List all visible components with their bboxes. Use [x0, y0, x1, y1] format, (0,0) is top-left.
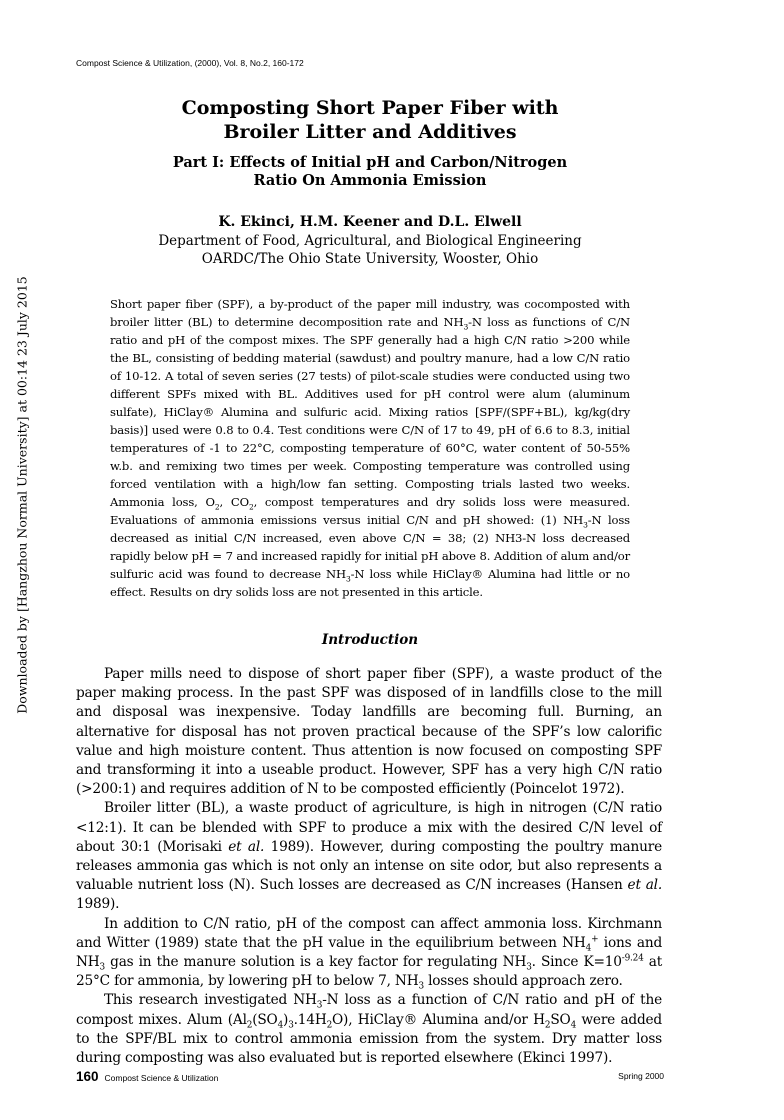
subscript: 3: [526, 962, 532, 973]
paragraph-text: This research investigated NH: [104, 992, 317, 1009]
affiliation-line-2: OARDC/The Ohio State University, Wooster, Ohio: [201, 251, 539, 267]
author-names: K. Ekinci, H.M. Keener and D.L. Elwell: [218, 214, 522, 230]
paragraph: [76, 915, 662, 992]
subscript: 2: [326, 1020, 333, 1031]
abstract-text: , CO: [219, 495, 249, 509]
article-title: [100, 96, 640, 144]
journal-citation: Compost Science & Utilization, (2000), Vol. 8, No.2, 160-172: [76, 58, 304, 68]
subscript: 2: [214, 502, 220, 512]
abstract-text: Short paper fiber (SPF), a by-product of the paper mill industry, was cocomposted with broiler litter (BL) to determine decomposition rate and NH: [110, 297, 630, 329]
paragraph-text: . Since K=10: [531, 954, 622, 971]
abstract-text: , compost temperatures and dry solids loss were measured. Evaluations of ammonia emissions versus initial C/N and pH showed: (1) NH: [110, 495, 631, 527]
footer-issue: Spring 2000: [618, 1071, 664, 1081]
subscript: 4: [570, 1020, 577, 1031]
author-affiliation: [100, 232, 640, 268]
subscript: 3: [418, 981, 424, 992]
subscript: 3: [316, 1001, 323, 1012]
paragraph-text: et al.: [228, 838, 265, 855]
paragraph-text: In addition to C/N ratio, pH of the compost can affect ammonia loss. Kirchmann and Witter (1989) state that the pH value in the equilibrium between NH: [76, 915, 662, 951]
paragraph-text: O), HiClay® Alumina and/or H: [332, 1011, 545, 1028]
footer-journal-name: Compost Science & Utilization: [104, 1073, 219, 1083]
paragraph-text: 1989). However, during composting the poultry manure releases ammonia gas which is not only an intense on site odor, but also represents a valuable nutrient loss (N). Such losses are decreased as C/N increases (Hansen: [76, 838, 662, 894]
paragraph: Paper mills need to dispose of short paper fiber (SPF), a waste product of the paper making process. In the past SPF was disposed of in landfills close to the mill and disposal was inexpensive. Today landfills are becoming full. Burning, an alternative for disposal has not proven practical because of the SPF’s low calorific value and high moisture content. Thus attention is now focused on composting SPF and transforming it into a useable product. However, SPF has a very high C/N ratio (>200:1) and requires addition of N to be composted efficiently (Poincelot 1972).: [76, 666, 662, 798]
superscript: +: [591, 934, 599, 945]
article-subtitle: [100, 154, 640, 190]
paragraph: [76, 799, 662, 914]
paragraph-text: (SO: [252, 1011, 278, 1028]
paragraph-text: Broiler litter (BL), a waste product of agriculture, is high in nitrogen (C/N ratio <12:1). It can be blended with SPF to produce a mix with the desired C/N level of about 30:1 (Morisaki: [76, 800, 662, 855]
subscript: 3: [99, 962, 105, 973]
affiliation-line-1: Department of Food, Agricultural, and Biological Engineering: [158, 233, 582, 249]
paragraph-text: -N loss as a function of C/N ratio and pH of the compost mixes. Alum (Al: [76, 992, 662, 1028]
page-footer: [76, 1068, 664, 1086]
paragraph-text: ions and NH: [76, 934, 663, 971]
subscript: 3: [463, 322, 469, 332]
subscript: 4: [585, 943, 592, 954]
abstract-text: -N loss while HiClay® Alumina had little or no effect. Results on dry solids loss are not presented in this article.: [110, 567, 630, 599]
abstract: [110, 295, 630, 601]
subtitle-line-2: Ratio On Ammonia Emission: [253, 172, 487, 189]
paragraph-text: SO: [550, 1011, 571, 1028]
subscript: 4: [277, 1020, 284, 1031]
subscript: 3: [346, 574, 351, 584]
abstract-text: -N loss as functions of C/N ratio and pH of the compost mixes. The SPF generally had a high C/N ratio >200 while the BL, consisting of bedding material (sawdust) and poultry manure, had a low C/N ratio of 10-12. A total of seven series (27 tests) of pilot-scale studies were conducted using two different SPFs mixed with BL. Additives used for pH control were alum (aluminum sulfate), HiClay® Alumina and sulfuric acid. Mixing ratios [SPF/(SPF+BL), kg/kg(dry basis)] used were 0.8 to 0.4. Test conditions were C/N of 17 to 49, pH of 6.6 to 8.3, initial temperatures of -1 to 22°C, composting temperature of 60°C, water content of 50-55% w.b. and remixing two times per week. Composting temperature was controlled using forced ventilation with a high/low fan setting. Composting trials lasted two weeks. Ammonia loss, O: [110, 315, 630, 509]
subscript: 3: [583, 520, 588, 530]
paragraph-text: were added to the SPF/BL mix to control ammonia emission from the system. Dry matter loss during composting was also evaluated but is reported elsewhere (Ekinci 1997).: [76, 1011, 662, 1067]
paragraph-text: at 25°C for ammonia, by lowering pH to below 7, NH: [76, 954, 662, 990]
subscript: 3: [288, 1020, 294, 1031]
paragraph-text: ): [283, 1011, 289, 1028]
introduction-body: [76, 665, 662, 1068]
paragraph-text: et al.: [627, 877, 663, 894]
paragraph-text: gas in the manure solution is a key factor for regulating NH: [104, 954, 527, 971]
abstract-text: -N loss decreased as initial C/N increased, even above C/N = 38; (2) NH3-N loss decreased rapidly below pH = 7 and increased rapidly for initial pH above 8. Addition of alum and/or sulfuric acid was found to decrease NH: [110, 513, 630, 581]
paragraph-text: .14H: [293, 1011, 327, 1028]
paragraph: [76, 991, 662, 1068]
superscript: -9.24: [621, 953, 644, 964]
download-notice-text: Downloaded by [Hangzhou Normal University] at 00:14 23 July 2015: [14, 276, 30, 714]
title-line-1: Composting Short Paper Fiber with: [181, 97, 559, 119]
page-number: 160: [76, 1069, 99, 1084]
subscript: 2: [248, 502, 254, 512]
subscript: 2: [544, 1020, 551, 1031]
paragraph-text: losses should approach zero.: [423, 973, 623, 990]
section-heading-introduction: Introduction: [321, 632, 419, 648]
subtitle-line-1: Part I: Effects of Initial pH and Carbon/Nitrogen: [172, 154, 568, 171]
subscript: 2: [246, 1020, 253, 1031]
title-line-2: Broiler Litter and Additives: [223, 121, 517, 143]
paragraph-text: 1989).: [76, 896, 120, 913]
